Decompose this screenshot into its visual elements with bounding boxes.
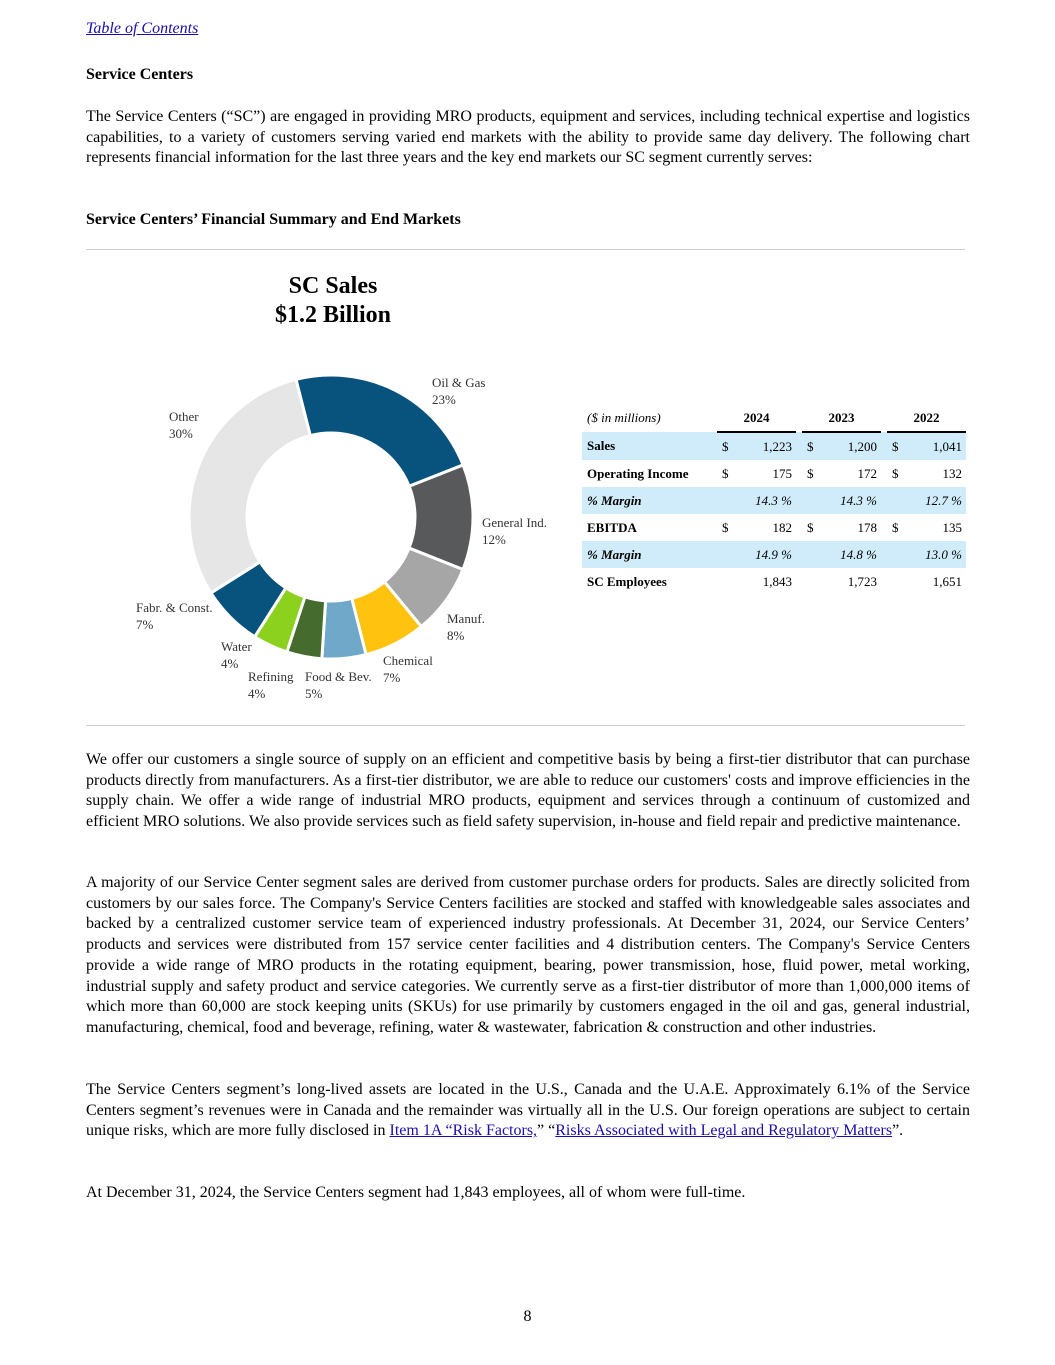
paragraph-sales-operations: A majority of our Service Center segment sales are derived from customer purchase orders for products. Sales are directly solicited from customers by our sales force. The Company's Service Centers facilities are stocked and staffed with knowledgeable sales associates and backed by a centralized customer service team of experienced industry professionals. At December 31, 2024, our Service Centers’ products and services were distributed from 157 service center facilities and 4 distribution centers. The Company's Service Centers provide a wide range of MRO products in the rotating equipment, bearing, power transmission, hose, fluid power, metal working, industrial supply and safety product and service categories. We currently serve as a first-tier distributor of more than 1,000,000 items of which more than 60,000 are stock keeping units (SKUs) for use primarily by customers engaged in the oil and gas, general industrial, manufacturing, chemical, food and beverage, refining, water & wastewater, fabrication & construction and other industries. — [86, 874, 970, 1036]
cell-value: 182 — [772, 519, 792, 535]
currency-symbol: $ — [807, 519, 814, 535]
cell-value: 12.7 % — [906, 487, 966, 514]
cell-value: 1,200 — [821, 432, 881, 460]
paragraph-text: The Service Centers segment’s long-lived assets are located in the U.S., Canada and the U.A.E. Approximately 6.1% of the Service Centers segment’s revenues were in Canada and the remainder was virtually all in the U.S. Our foreign operations are subject to certain unique risks, which are more fully disclosed in — [86, 1081, 970, 1140]
table-row-ebitda-margin — [582, 541, 966, 568]
year-header-2023: 2023 — [802, 404, 881, 432]
legal-regulatory-link[interactable]: Risks Associated with Legal and Regulatory Matters — [555, 1122, 893, 1140]
unit-label: ($ in millions) — [587, 410, 661, 425]
risk-factors-link[interactable]: Item 1A “Risk Factors, — [389, 1122, 538, 1140]
page-number: 8 — [523, 1308, 532, 1325]
cell-value: 13.0 % — [906, 541, 966, 568]
row-label: % Margin — [582, 541, 711, 568]
paragraph-foreign-operations — [86, 1080, 970, 1142]
cell-value: 132 — [942, 465, 962, 481]
cell-value: 1,223 — [736, 432, 796, 460]
paragraph-single-source: We offer our customers a single source of supply on an efficient and competitive basis by being a first-tier distributor that can purchase products directly from manufacturers. As a first-tier distributor, we are able to reduce our customers' costs and improve efficiencies in the supply chain. We offer a wide range of industrial MRO products, equipment and services through a continuum of customized and efficient MRO solutions. We also provide services such as field safety supervision, in-house and field repair and predictive maintenance. — [86, 751, 970, 831]
cell-value: 135 — [942, 519, 962, 535]
currency-symbol: $ — [722, 465, 729, 481]
chart-title: SC Sales — [288, 273, 378, 299]
row-label: Operating Income — [587, 465, 689, 481]
currency-symbol: $ — [892, 465, 899, 481]
slice-label-fabr-const: Fabr. & Const. 7% — [136, 600, 213, 632]
slice-label-general-ind: General Ind. 12% — [482, 515, 547, 547]
bottom-divider — [86, 725, 965, 726]
slice-label-chemical: Chemical 7% — [383, 653, 433, 685]
row-label: SC Employees — [587, 573, 667, 589]
cell-value: 1,843 — [762, 573, 792, 589]
slice-label-water: Water 4% — [221, 639, 252, 671]
slice-label-oil-gas: Oil & Gas 23% — [432, 375, 486, 407]
cell-value: 14.9 % — [736, 541, 796, 568]
financial-summary-table — [582, 404, 966, 595]
paragraph-employees: At December 31, 2024, the Service Centers segment had 1,843 employees, all of whom were full-time. — [86, 1184, 746, 1201]
table-row-operating-income — [582, 460, 966, 487]
row-label: EBITDA — [587, 519, 637, 535]
slice-label-refining: Refining 4% — [248, 669, 294, 701]
table-row-operating-margin — [582, 487, 966, 514]
table-row-employees — [582, 568, 966, 595]
table-row-ebitda — [582, 514, 966, 541]
currency-symbol: $ — [717, 432, 736, 460]
year-header-2022: 2022 — [887, 404, 966, 432]
chart-subheading: Service Centers’ Financial Summary and End Markets — [86, 211, 461, 228]
table-of-contents-link[interactable]: Table of Contents — [86, 20, 199, 37]
donut-slice-other — [189, 379, 310, 592]
paragraph-text: ” “ — [537, 1122, 556, 1140]
currency-symbol: $ — [887, 432, 906, 460]
row-label: Sales — [582, 432, 711, 460]
cell-value: 178 — [857, 519, 877, 535]
cell-value: 14.3 % — [736, 487, 796, 514]
cell-value: 175 — [772, 465, 792, 481]
cell-value: 1,041 — [906, 432, 966, 460]
chart-subtitle: $1.2 Billion — [274, 302, 392, 328]
row-label: % Margin — [582, 487, 711, 514]
currency-symbol: $ — [892, 519, 899, 535]
paragraph-text: ”. — [892, 1122, 904, 1140]
currency-symbol: $ — [802, 432, 821, 460]
cell-value: 1,723 — [847, 573, 877, 589]
section-heading: Service Centers — [86, 66, 194, 83]
cell-value: 1,651 — [932, 573, 962, 589]
intro-paragraph: The Service Centers (“SC”) are engaged in providing MRO products, equipment and services, including technical expertise and logistics capabilities, to a variety of customers serving varied end markets with the ability to provide same day delivery. The following chart represents financial information for the last three years and the key end markets our SC segment currently serves: — [86, 108, 970, 167]
cell-value: 14.3 % — [821, 487, 881, 514]
cell-value: 14.8 % — [821, 541, 881, 568]
currency-symbol: $ — [722, 519, 729, 535]
slice-label-manuf: Manuf. 8% — [447, 611, 485, 643]
currency-symbol: $ — [807, 465, 814, 481]
slice-label-food-bev: Food & Bev. 5% — [305, 669, 372, 701]
slice-label-other: Other 30% — [169, 409, 199, 441]
table-row-sales — [582, 432, 966, 460]
table-header-row — [582, 404, 966, 432]
year-header-2024: 2024 — [717, 404, 796, 432]
cell-value: 172 — [857, 465, 877, 481]
